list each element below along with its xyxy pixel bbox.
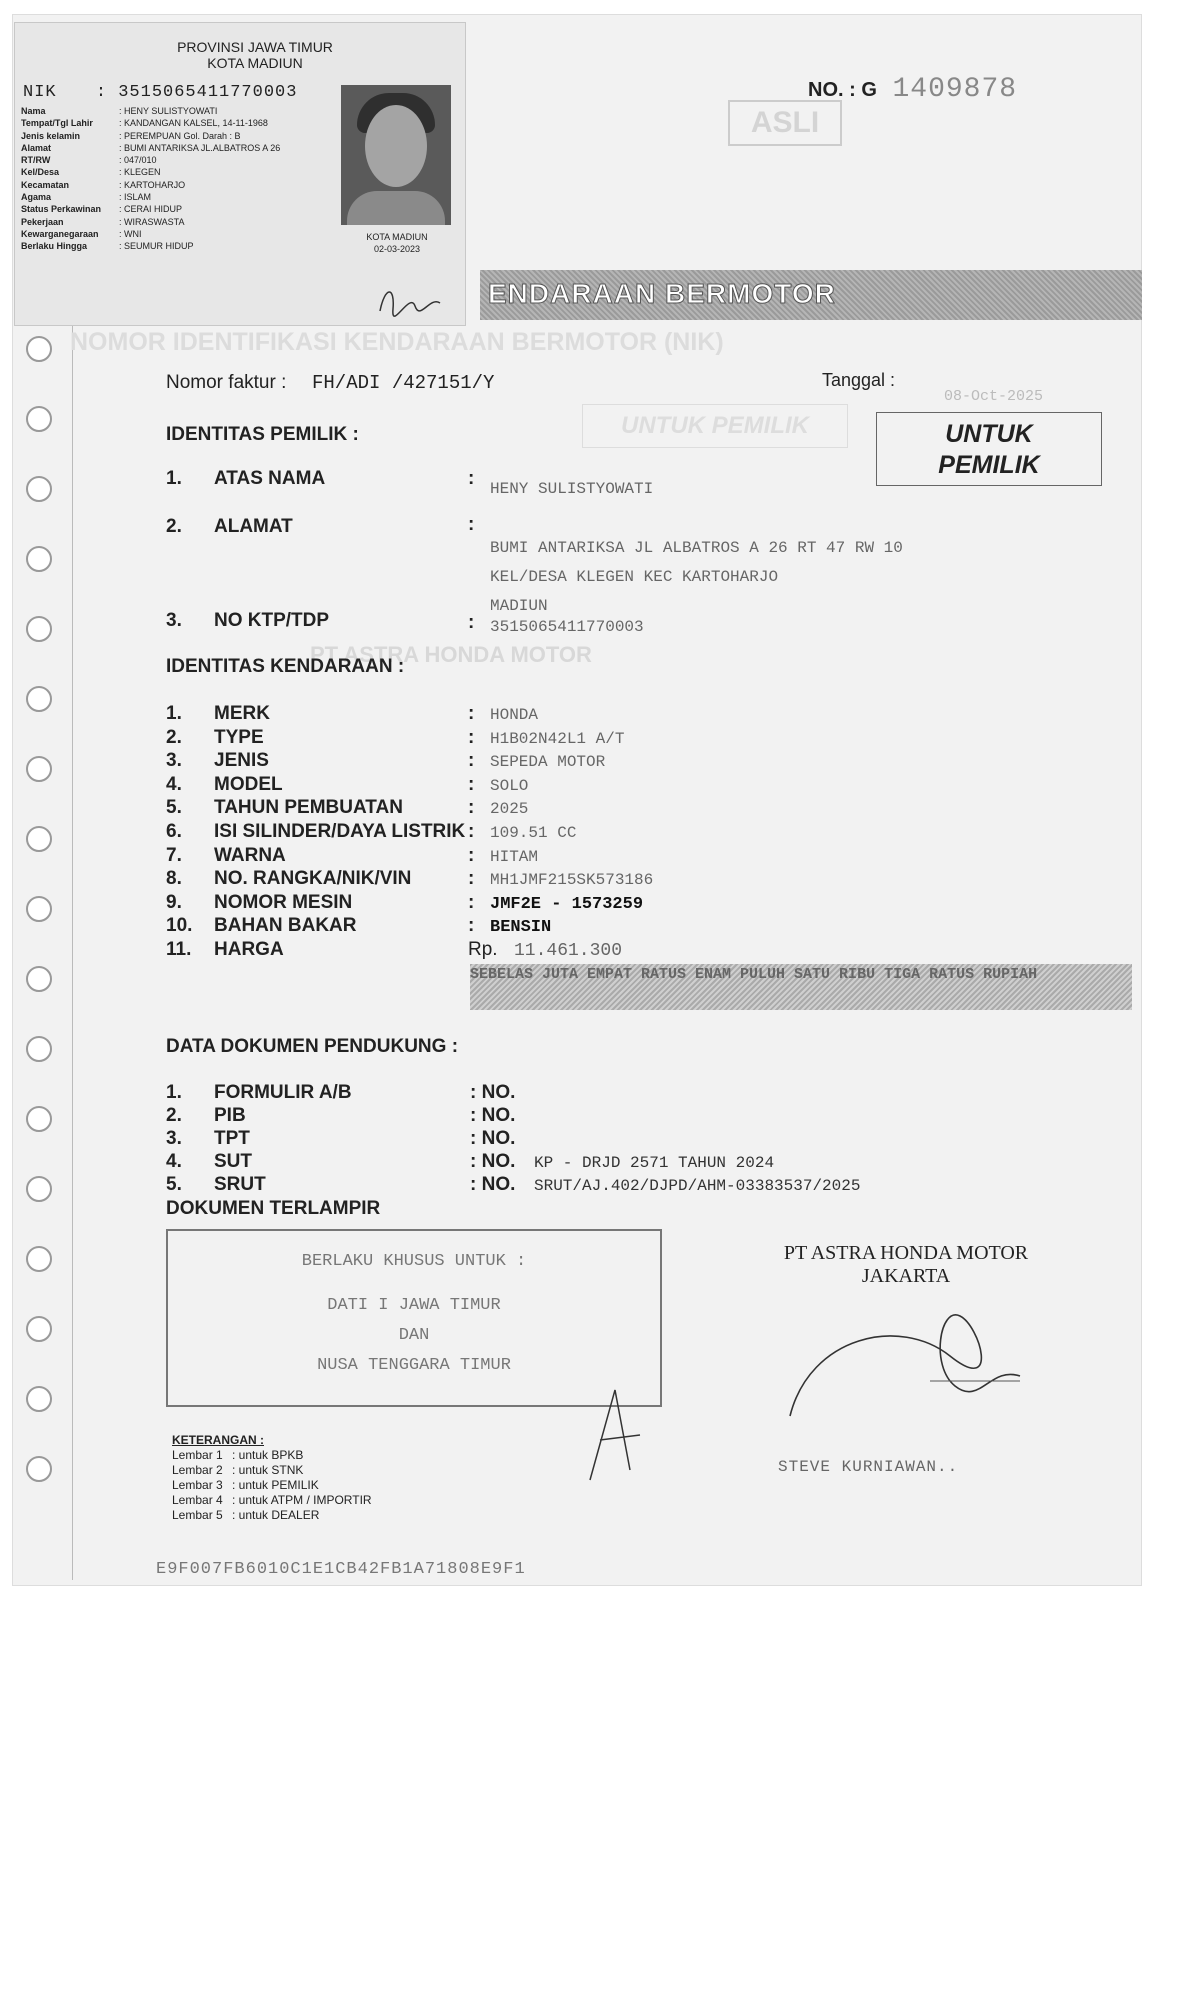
dokumen-no: : NO. xyxy=(470,1082,516,1103)
berlaku-line1: BERLAKU KHUSUS UNTUK : xyxy=(301,1252,527,1271)
kendaraan-value: SEPEDA MOTOR xyxy=(490,753,606,771)
punch-hole xyxy=(26,896,52,922)
kendaraan-label: MODEL xyxy=(214,774,283,795)
punch-hole xyxy=(26,616,52,642)
alamat-value xyxy=(490,534,903,621)
ktp-nik xyxy=(23,83,297,102)
ktp-field-row xyxy=(21,154,280,166)
kendaraan-value: 109.51 CC xyxy=(490,824,577,842)
ktp-field-row xyxy=(21,142,280,154)
ktp-field-row xyxy=(21,166,280,178)
document-number xyxy=(808,74,1017,105)
keterangan-sheet: Lembar 2 xyxy=(172,1463,223,1477)
dokumen-num: 3. xyxy=(166,1128,182,1149)
kendaraan-num: 7. xyxy=(166,845,182,866)
kendaraan-value: JMF2E - 1573259 xyxy=(490,895,644,914)
kendaraan-label: JENIS xyxy=(214,750,269,771)
nama-value: HENY SULISTYOWATI xyxy=(490,480,654,498)
keterangan-purpose: : untuk STNK xyxy=(232,1463,304,1477)
dokumen-label: PIB xyxy=(214,1105,246,1126)
ktp-field-row xyxy=(21,228,280,240)
ktp-num: 3. xyxy=(166,610,182,631)
kendaraan-label: HARGA xyxy=(214,939,284,960)
ktp-issue xyxy=(345,231,449,255)
keterangan-purpose: : untuk PEMILIK xyxy=(232,1478,319,1492)
ktp-field-row xyxy=(21,203,280,215)
kendaraan-colon: : xyxy=(468,774,475,795)
faktur-label: Nomor faktur : xyxy=(166,372,287,393)
asli-stamp: ASLI xyxy=(728,100,842,146)
kendaraan-label: NO. RANGKA/NIK/VIN xyxy=(214,868,412,889)
ktp-field-key: Tempat/Tgl Lahir xyxy=(21,118,93,129)
ktp-field-value: : KLEGEN xyxy=(119,167,161,178)
ktp-photo-face xyxy=(365,105,427,187)
ktp-field-key: Kecamatan xyxy=(21,179,70,190)
ktp-field-value: : KARTOHARJO xyxy=(119,179,186,190)
kendaraan-value: HONDA xyxy=(490,706,539,724)
document-number-label: NO. : xyxy=(808,79,856,101)
kendaraan-colon: : xyxy=(468,845,475,866)
kendaraan-colon: : xyxy=(468,703,475,724)
keterangan xyxy=(172,1433,372,1523)
dokumen-no: : NO. xyxy=(470,1151,516,1172)
kendaraan-label: MERK xyxy=(214,703,270,724)
dokumen-label: TPT xyxy=(214,1128,250,1149)
ktp-field-value: : ISLAM xyxy=(119,192,152,203)
ktp-issued-city: KOTA MADIUN xyxy=(366,232,428,242)
company-name: PT ASTRA HONDA MOTOR xyxy=(783,1242,1029,1264)
ktp-field-value: : BUMI ANTARIKSA JL.ALBATROS A 26 xyxy=(119,142,281,153)
kendaraan-colon: : xyxy=(468,868,475,889)
title-band xyxy=(480,270,1142,320)
punch-hole xyxy=(26,546,52,572)
ktp-field-key: Kewarganegaraan xyxy=(21,228,99,239)
faktur-number: FH/ADI /427151/Y xyxy=(312,372,495,394)
punch-hole xyxy=(26,1456,52,1482)
berlaku-line4: NUSA TENGGARA TIMUR xyxy=(317,1356,511,1375)
tanggal-value: 08-Oct-2025 xyxy=(944,388,1044,405)
keterangan-row xyxy=(172,1463,372,1478)
ktp-nik-label: NIK xyxy=(23,83,57,102)
ktp-field-key: Pekerjaan xyxy=(21,216,64,227)
kendaraan-value: MH1JMF215SK573186 xyxy=(490,871,654,889)
ktp-field-key: Nama xyxy=(21,106,46,116)
initial-signature xyxy=(570,1380,660,1490)
kendaraan-colon: : xyxy=(468,821,475,842)
ktp-field-key: Kel/Desa xyxy=(21,167,60,178)
ktp-field-key: Agama xyxy=(21,192,52,203)
alamat-line: KEL/DESA KLEGEN KEC KARTOHARJO xyxy=(490,568,779,586)
dokumen-label: SRUT xyxy=(214,1174,266,1195)
ktp-card xyxy=(14,22,466,326)
keterangan-rows xyxy=(172,1448,372,1523)
alamat-colon: : xyxy=(468,514,475,535)
ktp-photo-body xyxy=(347,191,445,225)
ktp-field-value: : SEUMUR HIDUP xyxy=(119,241,194,252)
dokumen-label: SUT xyxy=(214,1151,252,1172)
document-number-series: G xyxy=(861,79,877,101)
kendaraan-colon: : xyxy=(468,915,475,936)
keterangan-purpose: : untuk BPKB xyxy=(232,1448,304,1462)
ktp-field-row xyxy=(21,191,280,203)
ktp-field-value: : CERAI HIDUP xyxy=(119,204,183,215)
kendaraan-label: WARNA xyxy=(214,845,286,866)
nama-colon: : xyxy=(468,468,475,489)
dokumen-num: 5. xyxy=(166,1174,182,1195)
kendaraan-num: 5. xyxy=(166,797,182,818)
punch-hole xyxy=(26,1386,52,1412)
ktp-field-row xyxy=(21,105,280,117)
untuk-line2: PEMILIK xyxy=(938,451,1040,479)
identitas-kendaraan-title: IDENTITAS KENDARAAN : xyxy=(166,656,405,677)
ktp-field-row xyxy=(21,179,280,191)
ktp-field-row xyxy=(21,130,280,142)
punch-holes xyxy=(18,320,58,1590)
ktp-field-key: Berlaku Hingga xyxy=(21,241,88,252)
ktp-field-value: : KANDANGAN KALSEL, 14-11-1968 xyxy=(119,118,268,129)
kendaraan-num: 1. xyxy=(166,703,182,724)
keterangan-purpose: : untuk DEALER xyxy=(232,1508,320,1522)
ktp-label: NO KTP/TDP xyxy=(214,610,330,631)
kendaraan-num: 11. xyxy=(166,939,192,960)
identitas-pemilik-title: IDENTITAS PEMILIK : xyxy=(166,424,359,445)
ktp-city: KOTA MADIUN xyxy=(207,55,303,71)
kendaraan-num: 10. xyxy=(166,915,193,936)
ktp-field-value: : HENY SULISTYOWATI xyxy=(119,106,218,116)
keterangan-sheet: Lembar 3 xyxy=(172,1478,223,1492)
kendaraan-num: 3. xyxy=(166,750,182,771)
punch-hole xyxy=(26,1316,52,1342)
ktp-province: PROVINSI JAWA TIMUR xyxy=(177,39,333,55)
kendaraan-label: TYPE xyxy=(214,727,264,748)
kendaraan-colon: : xyxy=(468,727,475,748)
keterangan-sheet: Lembar 1 xyxy=(172,1448,223,1462)
kendaraan-num: 2. xyxy=(166,727,182,748)
kendaraan-value: H1B02N42L1 A/T xyxy=(490,730,625,748)
ghost-untuk-pemilik: UNTUK PEMILIK xyxy=(582,404,848,448)
kendaraan-label: TAHUN PEMBUATAN xyxy=(214,797,403,818)
dokumen-label: FORMULIR A/B xyxy=(214,1082,352,1103)
company-block xyxy=(726,1242,1086,1288)
punch-hole xyxy=(26,476,52,502)
alamat-label: ALAMAT xyxy=(214,516,293,537)
ktp-value: 3515065411770003 xyxy=(490,618,644,636)
ktp-field-value: : WNI xyxy=(119,228,142,239)
dokumen-value: KP - DRJD 2571 TAHUN 2024 xyxy=(534,1154,775,1172)
ktp-field-key: RT/RW xyxy=(21,155,51,166)
punch-hole xyxy=(26,336,52,362)
berlaku-line2: DATI I JAWA TIMUR xyxy=(327,1296,501,1315)
kendaraan-colon: Rp. xyxy=(468,939,498,960)
dokumen-terlampir: DOKUMEN TERLAMPIR xyxy=(166,1198,381,1219)
ktp-field-row xyxy=(21,240,280,252)
ktp-issued-date: 02-03-2023 xyxy=(373,244,421,254)
signer-name: STEVE KURNIAWAN.. xyxy=(778,1458,959,1476)
kendaraan-value: 2025 xyxy=(490,800,529,818)
keterangan-title: KETERANGAN : xyxy=(172,1433,264,1447)
punch-hole xyxy=(26,756,52,782)
kendaraan-label: BAHAN BAKAR xyxy=(214,915,357,936)
punch-hole xyxy=(26,966,52,992)
keterangan-sheet: Lembar 4 xyxy=(172,1493,223,1507)
punch-hole xyxy=(26,1176,52,1202)
ktp-field-row xyxy=(21,117,280,129)
ghost-title: NOMOR IDENTIFIKASI KENDARAAN BERMOTOR (NIK) xyxy=(70,328,724,356)
document-number-value: 1409878 xyxy=(892,74,1018,105)
kendaraan-num: 4. xyxy=(166,774,182,795)
footer-hash: E9F007FB6010C1E1CB42FB1A71808E9F1 xyxy=(156,1560,526,1579)
dokumen-title: DATA DOKUMEN PENDUKUNG : xyxy=(166,1036,459,1057)
ktp-field-value: : 047/010 xyxy=(119,155,157,166)
nama-num: 1. xyxy=(166,468,182,489)
punch-hole xyxy=(26,1246,52,1272)
untuk-pemilik-box xyxy=(876,412,1102,486)
punch-hole xyxy=(26,686,52,712)
ktp-colon: : xyxy=(468,612,475,633)
kendaraan-num: 6. xyxy=(166,821,182,842)
dokumen-num: 1. xyxy=(166,1082,182,1103)
ktp-fields xyxy=(21,105,280,253)
dokumen-no: : NO. xyxy=(470,1128,516,1149)
dokumen-no: : NO. xyxy=(470,1105,516,1126)
ktp-field-value: : WIRASWASTA xyxy=(119,216,185,227)
kendaraan-value: SOLO xyxy=(490,777,529,795)
kendaraan-value: BENSIN xyxy=(490,918,552,937)
ktp-signature xyxy=(375,281,445,321)
director-signature xyxy=(780,1296,1030,1436)
ghost-company: PT ASTRA HONDA MOTOR xyxy=(310,642,592,667)
dokumen-num: 2. xyxy=(166,1105,182,1126)
ktp-field-value: : PEREMPUAN Gol. Darah : B xyxy=(119,130,241,141)
alamat-num: 2. xyxy=(166,516,182,537)
dokumen-value: SRUT/AJ.402/DJPD/AHM-03383537/2025 xyxy=(534,1177,861,1195)
ktp-nik-value: : 3515065411770003 xyxy=(95,83,298,102)
dokumen-num: 4. xyxy=(166,1151,182,1172)
kendaraan-num: 9. xyxy=(166,892,182,913)
kendaraan-label: NOMOR MESIN xyxy=(214,892,353,913)
keterangan-row xyxy=(172,1478,372,1493)
berlaku-line3: DAN xyxy=(398,1326,430,1345)
kendaraan-colon: : xyxy=(468,750,475,771)
alamat-line: BUMI ANTARIKSA JL ALBATROS A 26 RT 47 RW 10 xyxy=(490,539,903,557)
nama-label: ATAS NAMA xyxy=(214,468,326,489)
dokumen-no: : NO. xyxy=(470,1174,516,1195)
kendaraan-colon: : xyxy=(468,797,475,818)
kendaraan-num: 8. xyxy=(166,868,182,889)
punch-hole xyxy=(26,406,52,432)
kendaraan-value: 11.461.300 xyxy=(514,941,623,961)
ktp-field-row xyxy=(21,216,280,228)
title-band-text: ENDARAAN BERMOTOR xyxy=(488,278,836,309)
kendaraan-value: HITAM xyxy=(490,848,539,866)
ktp-field-key: Status Perkawinan xyxy=(21,204,102,215)
punch-hole xyxy=(26,1106,52,1132)
keterangan-row xyxy=(172,1508,372,1523)
punch-hole xyxy=(26,1036,52,1062)
keterangan-sheet: Lembar 5 xyxy=(172,1508,223,1522)
kendaraan-label: ISI SILINDER/DAYA LISTRIK xyxy=(214,821,466,842)
margin-line xyxy=(72,300,73,1580)
keterangan-purpose: : untuk ATPM / IMPORTIR xyxy=(232,1493,372,1507)
kendaraan-colon: : xyxy=(468,892,475,913)
company-city: JAKARTA xyxy=(861,1265,951,1287)
untuk-line1: UNTUK xyxy=(945,420,1033,448)
keterangan-row xyxy=(172,1448,372,1463)
tanggal-label: Tanggal : xyxy=(822,370,896,390)
keterangan-row xyxy=(172,1493,372,1508)
punch-hole xyxy=(26,826,52,852)
ktp-field-key: Alamat xyxy=(21,142,52,153)
ktp-field-key: Jenis kelamin xyxy=(21,130,81,141)
alamat-line: MADIUN xyxy=(490,597,548,615)
terbilang-band: SEBELAS JUTA EMPAT RATUS ENAM PULUH SATU RIBU TIGA RATUS RUPIAH xyxy=(470,964,1132,1010)
ktp-header xyxy=(155,39,355,71)
